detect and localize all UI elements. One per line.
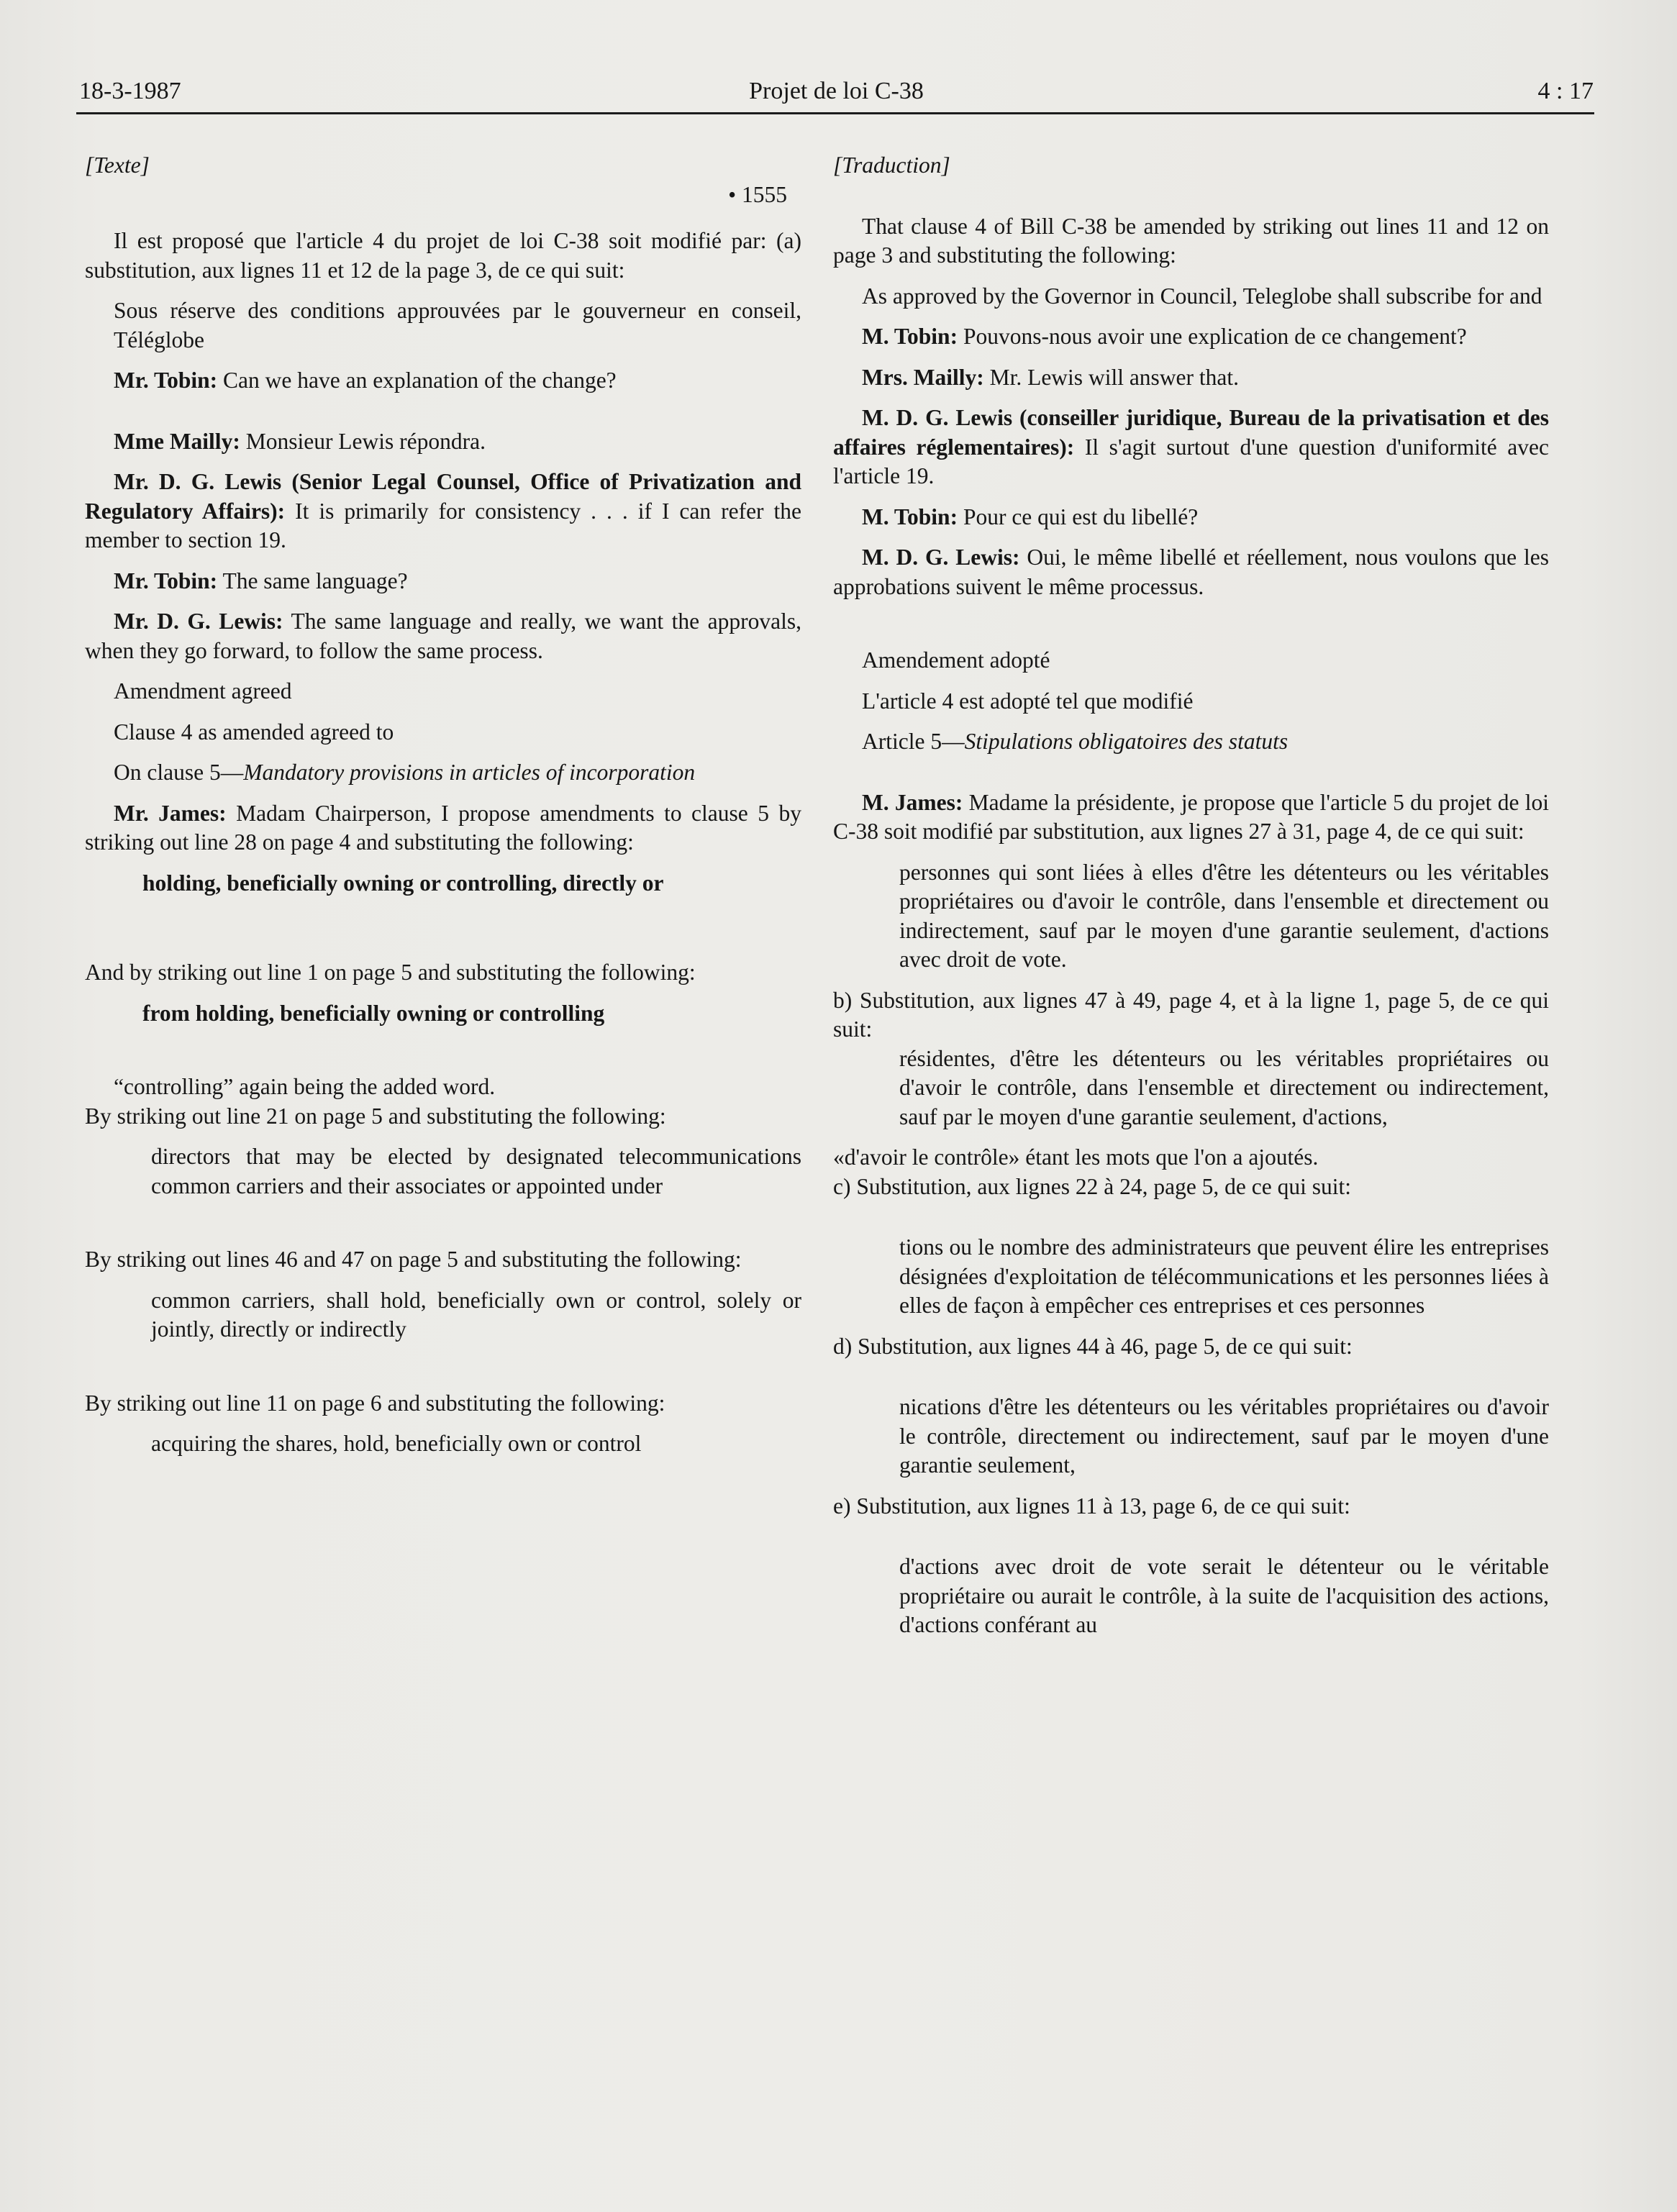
right-para-b: b) Substitution, aux lignes 47 à 49, page 4, et à la ligne 1, page 5, de ce qui suit: xyxy=(833,987,1549,1042)
header-page-number: 4 : 17 xyxy=(1537,78,1594,104)
left-clause-heading: On clause 5—Mandatory provisions in articles of incorporation xyxy=(114,760,696,785)
left-quote-3: from holding, beneficially owning or controlling xyxy=(142,1000,605,1026)
left-amendment-agreed: Amendment agreed xyxy=(114,678,292,704)
right-speech-5: M. D. G. Lewis: Oui, le même libellé et réellement, nous voulons que les approbations suivent le même processus. xyxy=(833,545,1549,599)
right-quote-3: résidentes, d'être les détenteurs ou les véritables propriétaires ou d'avoir le contrôle, dans l'ensemble et directement ou indirectement, sauf par le moyen d'une garantie seulement, d'actions, xyxy=(899,1045,1549,1129)
left-quote-5: common carriers, shall hold, beneficially own or control, solely or jointly, directly or indirectly xyxy=(151,1287,801,1342)
left-tag: [Texte] xyxy=(85,153,150,178)
right-speech-3: M. D. G. Lewis (conseiller juridique, Bureau de la privatisation et des affaires réglementaires): Il s'agit surtout d'une question d'uniformité avec l'article 19. xyxy=(833,405,1549,488)
page-header xyxy=(79,78,1594,122)
right-quote-2: personnes qui sont liées à elles d'être les détenteurs ou les véritables propriétaires ou d'avoir le contrôle, dans l'ensemble et directement ou indirectement, sauf par le moyen d'une garantie seulement, d'actions avec droit de vote. xyxy=(899,859,1549,972)
left-quote-1: Sous réserve des conditions approuvées par le gouverneur en conseil, Téléglobe xyxy=(114,298,801,352)
left-column xyxy=(85,151,801,1459)
right-para-e: e) Substitution, aux lignes 11 à 13, page 6, de ce qui suit: xyxy=(833,1493,1350,1519)
left-quote-2: holding, beneficially owning or controlling, directly or xyxy=(142,870,664,896)
right-speech-6: M. James: Madame la présidente, je propose que l'article 5 du projet de loi C-38 soit modifié par substitution, aux lignes 27 à 31, page 4, de ce qui suit: xyxy=(833,789,1549,844)
left-speech-6: Mr. James: Madam Chairperson, I propose amendments to clause 5 by striking out line 28 on page 4 and substituting the following: xyxy=(85,800,801,855)
right-para-d: d) Substitution, aux lignes 44 à 46, page 5, de ce qui suit: xyxy=(833,1333,1353,1359)
left-para-5: By striking out lines 46 and 47 on page 5 and substituting the following: xyxy=(85,1247,742,1272)
right-para-c: c) Substitution, aux lignes 22 à 24, page 5, de ce qui suit: xyxy=(833,1173,1352,1199)
left-para-2: And by striking out line 1 on page 5 and substituting the following: xyxy=(85,960,696,985)
right-speech-2: Mrs. Mailly: Mr. Lewis will answer that. xyxy=(862,364,1240,390)
left-speech-5: Mr. D. G. Lewis: The same language and really, we want the approvals, when they go forward, to follow the same process. xyxy=(85,609,801,663)
header-date: 18-3-1987 xyxy=(79,78,181,104)
right-clause-agreed: L'article 4 est adopté tel que modifié xyxy=(862,688,1194,714)
left-para-4: By striking out line 21 on page 5 and substituting the following: xyxy=(85,1103,666,1129)
left-quote-4: directors that may be elected by designated telecommunications common carriers and their associates or appointed under xyxy=(151,1144,801,1198)
right-quote-4: tions ou le nombre des administrateurs que peuvent élire les entreprises désignées d'exploitation de télécommunications et les personnes liées à elles de façon à empêcher ces entreprises et ces personnes xyxy=(899,1234,1549,1318)
right-para-3: «d'avoir le contrôle» étant les mots que l'on a ajoutés. xyxy=(833,1144,1319,1170)
left-para-3: “controlling” again being the added word. xyxy=(114,1074,496,1099)
left-speech-1: Mr. Tobin: Can we have an explanation of the change? xyxy=(114,368,617,393)
left-motion: Il est proposé que l'article 4 du projet de loi C-38 soit modifié par: (a) substitution, aux lignes 11 et 12 de la page 3, de ce qui suit: xyxy=(85,228,801,283)
right-quote-5: nications d'être les détenteurs ou les véritables propriétaires ou d'avoir le contrôle, directement ou indirectement, sauf par le moyen d'une garantie seulement, xyxy=(899,1394,1549,1478)
right-quote-1: As approved by the Governor in Council, Teleglobe shall subscribe for and xyxy=(862,283,1542,309)
left-speech-2: Mme Mailly: Monsieur Lewis répondra. xyxy=(114,428,486,454)
left-clause-agreed: Clause 4 as amended agreed to xyxy=(114,719,394,745)
right-tag: [Traduction] xyxy=(833,153,950,178)
right-motion: That clause 4 of Bill C-38 be amended by striking out lines 11 and 12 on page 3 and substituting the following: xyxy=(833,213,1549,268)
right-quote-6: d'actions avec droit de vote serait le détenteur ou le véritable propriétaire ou aurait le contrôle, à la suite de l'acquisition des actions, d'actions conférant au xyxy=(899,1554,1549,1637)
left-speech-3: Mr. D. G. Lewis (Senior Legal Counsel, Office of Privatization and Regulatory Affairs): It is primarily for consistency . . . if I can refer the member to section 19. xyxy=(85,469,801,552)
header-title: Projet de loi C-38 xyxy=(749,78,924,104)
left-para-6: By striking out line 11 on page 6 and substituting the following: xyxy=(85,1390,665,1416)
right-article-heading: Article 5—Stipulations obligatoires des statuts xyxy=(862,729,1289,754)
right-amendment-agreed: Amendement adopté xyxy=(862,647,1050,673)
left-speech-4: Mr. Tobin: The same language? xyxy=(114,568,408,593)
time-marker: • 1555 xyxy=(728,181,787,207)
right-column xyxy=(833,151,1549,1640)
right-speech-4: M. Tobin: Pour ce qui est du libellé? xyxy=(862,504,1199,529)
right-speech-1: M. Tobin: Pouvons-nous avoir une explication de ce changement? xyxy=(862,324,1467,349)
left-quote-6: acquiring the shares, hold, beneficially own or control xyxy=(151,1431,642,1456)
header-rule xyxy=(76,112,1594,114)
